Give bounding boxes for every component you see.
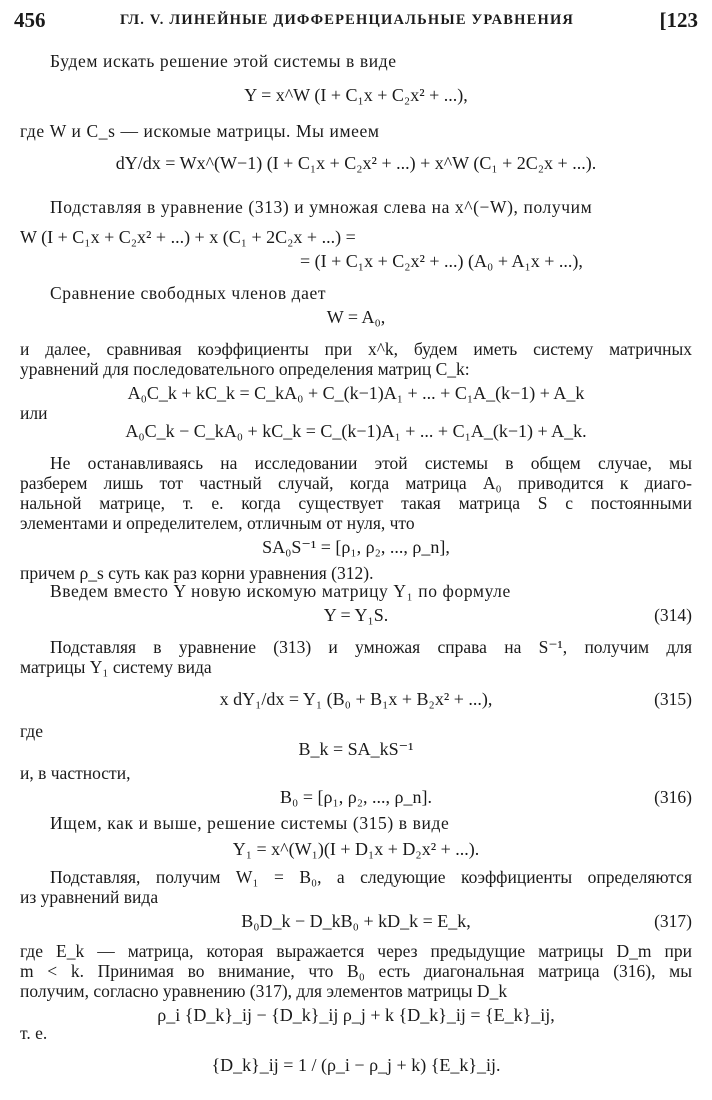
equation-number: (317) <box>654 911 692 931</box>
paragraph-line: получим, согласно уравнению (317), для элементов матрицы D_k <box>20 981 508 1001</box>
paragraph-line: Подставляя, получим W₁ = B₀, а следующие коэффициенты определяются <box>50 867 692 887</box>
paragraph-line: Ищем, как и выше, решение системы (315) в виде <box>50 813 450 833</box>
paragraph-line: элементами и определителем, отличным от нуля, что <box>20 513 415 533</box>
paragraph-line: Подставляя в уравнение (313) и умножая справа на S⁻¹, получим для <box>50 637 692 657</box>
paragraph-line: уравнений для последовательного определения матриц C_k: <box>20 359 470 379</box>
paragraph-line: из уравнений вида <box>20 887 159 907</box>
connector-text: или <box>20 403 48 423</box>
equation: B₀ = [ρ₁, ρ₂, ..., ρ_n]. <box>280 787 432 807</box>
connector-text: т. е. <box>20 1023 48 1043</box>
paragraph-line: Подставляя в уравнение (313) и умножая слева на x^(−W), получим <box>50 197 593 217</box>
paragraph-line: Введем вместо Y новую искомую матрицу Y₁ по формуле <box>50 581 511 601</box>
equation: Y = x^W (I + C₁x + C₂x² + ...), <box>244 85 468 105</box>
paragraph-line: причем ρ_s суть как раз корни уравнения (312). <box>20 563 374 583</box>
equation: Y = Y₁S. <box>323 605 389 625</box>
equation: B₀D_k − D_kB₀ + kD_k = E_k, <box>241 911 471 931</box>
chapter-title: ГЛ. V. ЛИНЕЙНЫЕ ДИФФЕРЕНЦИАЛЬНЫЕ УРАВНЕНИЯ <box>120 12 575 28</box>
section-number: [123 <box>659 8 698 32</box>
equation: W = A₀, <box>326 307 386 327</box>
paragraph-line: Будем искать решение этой системы в виде <box>50 51 397 71</box>
paragraph-line: где E_k — матрица, которая выражается через предыдущие матрицы D_m при <box>20 941 692 961</box>
equation: {D_k}_ij = 1 / (ρ_i − ρ_j + k) {E_k}_ij. <box>211 1055 501 1075</box>
equation: = (I + C₁x + C₂x² + ...) (A₀ + A₁x + ...), <box>300 251 583 271</box>
paragraph-line: разберем лишь тот частный случай, когда матрица A₀ приводится к диаго- <box>20 473 692 493</box>
equation: SA₀S⁻¹ = [ρ₁, ρ₂, ..., ρ_n], <box>262 537 450 557</box>
paragraph-line: и, в частности, <box>20 763 131 783</box>
equation-number: (314) <box>654 605 692 625</box>
equation: W (I + C₁x + C₂x² + ...) + x (C₁ + 2C₂x + ...) = <box>20 227 356 247</box>
equation: x dY₁/dx = Y₁ (B₀ + B₁x + B₂x² + ...), <box>219 689 493 709</box>
paragraph-line: где W и C_s — искомые матрицы. Мы имеем <box>20 121 380 141</box>
equation-number: (315) <box>654 689 692 709</box>
equation: Y₁ = x^(W₁)(I + D₁x + D₂x² + ...). <box>232 839 480 859</box>
equation-number: (316) <box>654 787 692 807</box>
paragraph-line: m < k. Принимая во внимание, что B₀ есть диагональная матрица (316), мы <box>20 961 692 981</box>
equation: A₀C_k + kC_k = C_kA₀ + C_(k−1)A₁ + ... + C₁A_(k−1) + A_k <box>127 383 585 403</box>
paragraph-line: Не останавливаясь на исследовании этой системы в общем случае, мы <box>50 453 692 473</box>
equation: A₀C_k − C_kA₀ + kC_k = C_(k−1)A₁ + ... + C₁A_(k−1) + A_k. <box>125 421 587 441</box>
page-number: 456 <box>14 8 46 32</box>
paragraph-line: матрицы Y₁ систему вида <box>20 657 212 677</box>
paragraph-line: Сравнение свободных членов дает <box>50 283 327 303</box>
connector-text: где <box>20 721 43 741</box>
equation: dY/dx = Wx^(W−1) (I + C₁x + C₂x² + ...) + x^W (C₁ + 2C₂x + ...). <box>115 153 597 173</box>
equation: B_k = SA_kS⁻¹ <box>298 739 414 759</box>
equation: ρ_i {D_k}_ij − {D_k}_ij ρ_j + k {D_k}_ij = {E_k}_ij, <box>157 1005 555 1025</box>
paragraph-line: и далее, сравнивая коэффициенты при x^k, будем иметь систему матричных <box>20 339 692 359</box>
paragraph-line: нальной матрице, т. е. когда существует такая матрица S с постоянными <box>20 493 692 513</box>
